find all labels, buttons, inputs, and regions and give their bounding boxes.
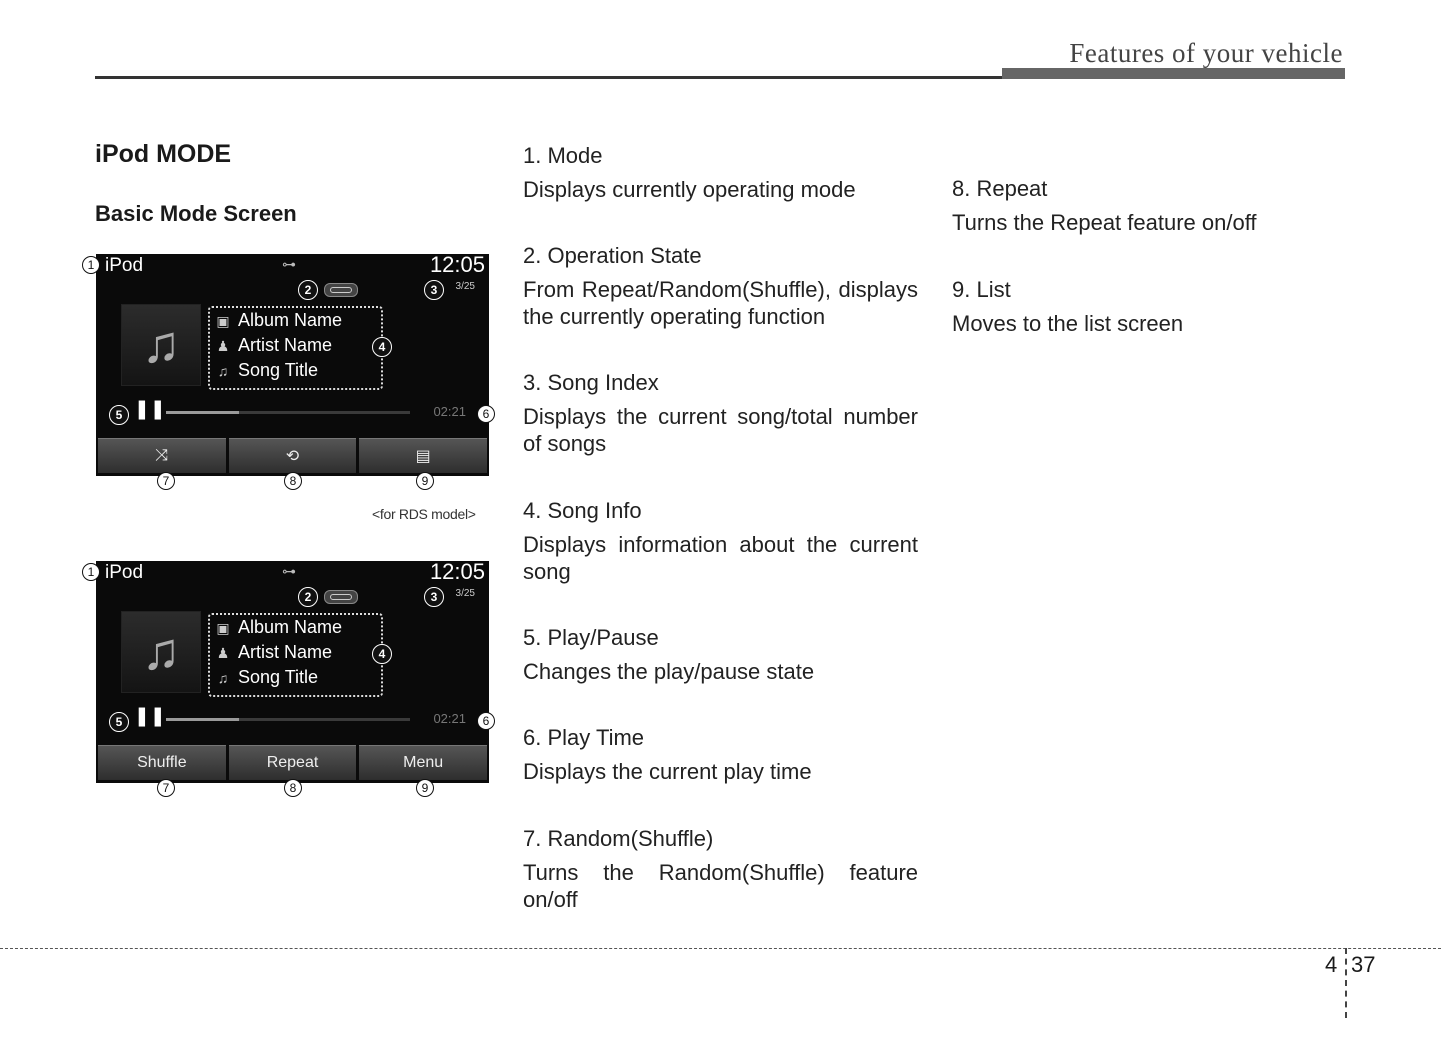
header-rule [95,76,1005,79]
song-row [214,667,318,688]
song-icon: ♫ [217,363,229,379]
song-index: 3/25 [455,281,475,292]
callout-5: 5 [109,712,129,732]
callout-6: 6 [477,405,495,423]
desc-heading: 1. Mode [523,143,603,168]
desc-heading: 4. Song Info [523,498,642,523]
callout-6: 6 [477,712,495,730]
repeat-state-icon [324,590,358,604]
album-row [214,310,342,331]
album-icon: ▣ [216,620,230,636]
desc-operation-state [523,242,918,330]
play-time: 02:21 [433,711,466,726]
list-icon: ▤ [415,448,431,465]
callout-7: 7 [157,779,175,797]
album-art-icon: ♫ [121,304,201,386]
section-subtitle: Basic Mode Screen [95,201,297,226]
desc-song-info [523,497,918,585]
header-rule-bar [1002,68,1345,79]
callout-7: 7 [157,472,175,490]
repeat-button[interactable] [229,438,357,473]
progress-track[interactable] [166,718,410,721]
song-title: Song Title [238,667,319,687]
desc-body: Displays currently operating mode [523,177,856,202]
desc-body: Changes the play/pause state [523,659,815,684]
artist-icon: ♟ [216,338,230,354]
desc-list [952,276,1347,337]
repeat-state-icon [324,283,358,297]
progress-fill [166,718,239,721]
song-info-box [208,613,383,697]
callout-5: 5 [109,405,129,425]
desc-body: Displays the current song/total number of songs [523,404,918,456]
song-row [214,360,318,381]
shuffle-button[interactable] [98,745,226,780]
rds-model-note: <for RDS model> [372,506,476,522]
progress-fill [166,411,239,414]
mode-label: iPod [105,562,144,583]
album-icon: ▣ [216,313,230,329]
artist-name: Artist Name [238,335,333,355]
callout-2: 2 [298,587,318,607]
desc-body: Turns the Random(Shuffle) feature on/off [523,860,918,912]
shuffle-icon: ⤨ [155,447,169,464]
callout-2: 2 [298,280,318,300]
desc-heading: 2. Operation State [523,243,702,268]
desc-play-time [523,724,918,785]
desc-heading: 5. Play/Pause [523,625,659,650]
shuffle-label: Shuffle [137,754,187,771]
desc-heading: 8. Repeat [952,176,1048,201]
repeat-button[interactable] [229,745,357,780]
pause-icon[interactable]: ❚❚ [134,399,166,420]
running-header: Features of your vehicle [1069,38,1343,68]
desc-body: Displays the current play time [523,759,812,784]
artist-row [214,335,332,356]
desc-body: Turns the Repeat feature on/off [952,210,1257,235]
desc-body: From Repeat/Random(Shuffle), displays the currently operating function [523,277,918,329]
menu-button[interactable] [359,745,487,780]
footer-rule [0,948,1441,949]
mode-label: iPod [105,255,144,276]
song-title: Song Title [238,360,319,380]
callout-9: 9 [416,779,434,797]
callout-3: 3 [424,587,444,607]
ipod-screen-rds [96,561,489,783]
section-title: iPod MODE [95,140,232,168]
album-name: Album Name [238,310,343,330]
desc-heading: 9. List [952,277,1011,302]
clock: 12:05 [429,559,485,584]
page-number-divider [1345,948,1347,1018]
clock: 12:05 [429,252,485,277]
repeat-label: Repeat [266,754,319,771]
desc-mode [523,142,918,203]
desc-heading: 6. Play Time [523,725,645,750]
softkey-bar [98,745,487,780]
desc-heading: 3. Song Index [523,370,659,395]
softkey-bar [98,438,487,473]
artist-icon: ♟ [216,645,230,661]
callout-8: 8 [284,472,302,490]
album-row [214,617,342,638]
page-number: 37 [1351,952,1376,977]
desc-play-pause [523,624,918,685]
callout-1: 1 [82,563,100,581]
desc-repeat [952,175,1347,236]
callout-9: 9 [416,472,434,490]
desc-body: Displays information about the current song [523,532,918,584]
menu-label: Menu [403,754,444,771]
desc-body: Moves to the list screen [952,311,1184,336]
song-info-box [208,306,383,390]
album-name: Album Name [238,617,343,637]
callout-1: 1 [82,256,100,274]
desc-song-index [523,369,918,457]
usb-icon: ⊶ [282,563,296,579]
usb-icon: ⊶ [282,256,296,272]
song-icon: ♫ [217,670,229,686]
progress-track[interactable] [166,411,410,414]
list-button[interactable] [359,438,487,473]
artist-name: Artist Name [238,642,333,662]
callout-8: 8 [284,779,302,797]
callout-4: 4 [372,644,392,664]
pause-icon[interactable]: ❚❚ [134,706,166,727]
chapter-number: 4 [1325,952,1338,977]
desc-heading: 7. Random(Shuffle) [523,826,714,851]
artist-row [214,642,332,663]
shuffle-button[interactable] [98,438,226,473]
song-index: 3/25 [455,588,475,599]
repeat-icon: ⟲ [285,448,300,465]
desc-random-shuffle [523,825,918,913]
callout-4: 4 [372,337,392,357]
ipod-screen-standard [96,254,489,476]
album-art-icon: ♫ [121,611,201,693]
callout-3: 3 [424,280,444,300]
play-time: 02:21 [433,404,466,419]
